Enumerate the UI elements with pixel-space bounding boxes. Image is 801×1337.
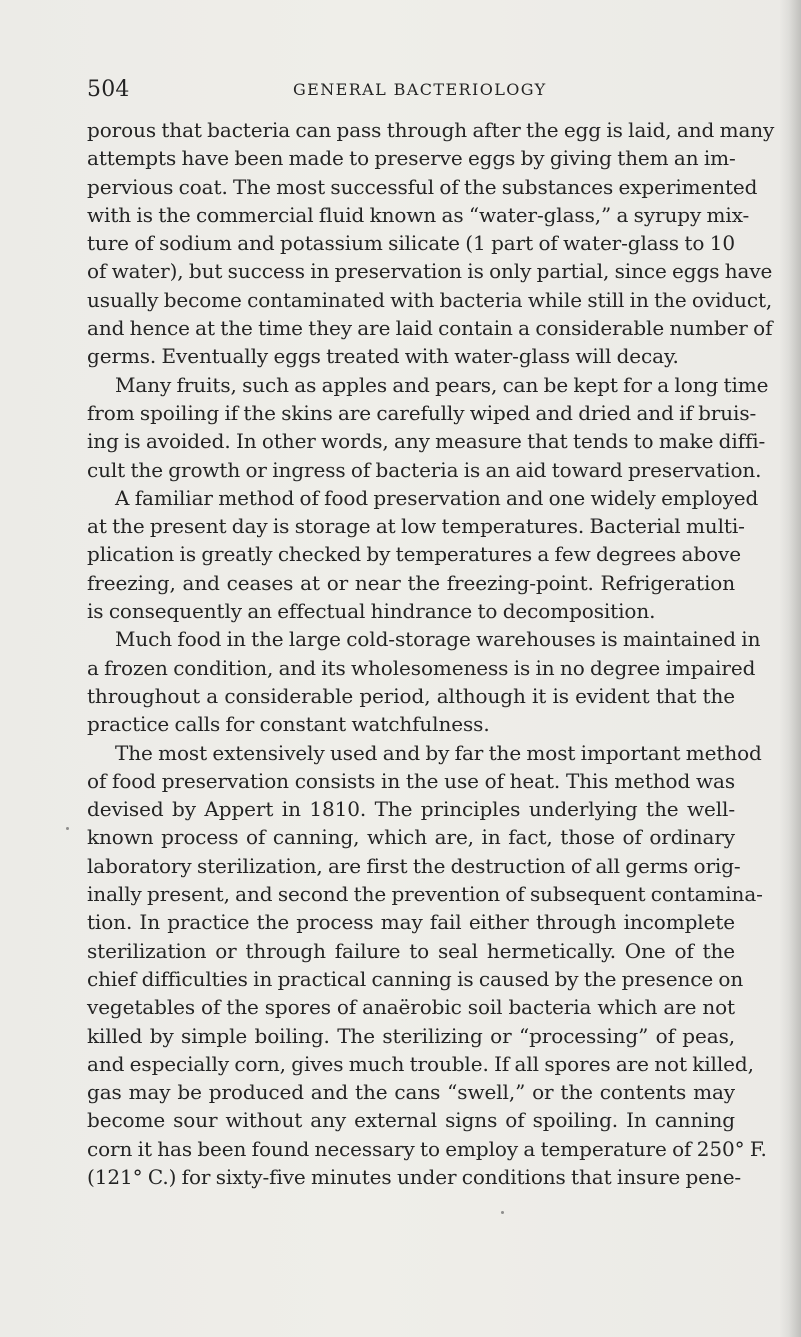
- text-line: with is the commercial fluid known as “water-glass,” a syrupy mix-: [87, 202, 750, 227]
- text-line: ture of sodium and potassium silicate (1 part of water-glass to 10: [87, 231, 735, 256]
- text-line: from spoiling if the skins are carefully wiped and dried and if bruis-: [87, 400, 757, 425]
- text-line: practice calls for constant watchfulness.: [87, 712, 490, 737]
- text-line: laboratory sterilization, are first the destruction of all germs orig-: [87, 853, 741, 878]
- print-speck: [66, 827, 69, 830]
- text-line: throughout a considerable period, although it is evident that the: [87, 683, 735, 708]
- print-speck: [501, 1211, 504, 1214]
- text-line: A familiar method of food preservation and one widely employed: [115, 485, 759, 510]
- page-number: 504: [87, 77, 130, 102]
- text-line: become sour without any external signs of spoiling. In canning: [87, 1108, 735, 1133]
- text-line: and hence at the time they are laid contain a considerable number of: [87, 316, 773, 341]
- text-line: inally present, and second the prevention of subsequent contamina-: [87, 882, 763, 907]
- text-line: freezing, and ceases at or near the freezing-point. Refrigeration: [87, 570, 735, 595]
- text-line: porous that bacteria can pass through after the egg is laid, and many: [87, 118, 775, 142]
- text-line: Many fruits, such as apples and pears, can be kept for a long time: [115, 372, 769, 397]
- body-text: [87, 116, 775, 1191]
- text-line: devised by Appert in 1810. The principles underlying the well-: [87, 797, 735, 822]
- text-line: a frozen condition, and its wholesomeness is in no degree impaired: [87, 655, 756, 680]
- text-line: is consequently an effectual hindrance to decomposition.: [87, 599, 656, 624]
- text-line: germs. Eventually eggs treated with water-glass will decay.: [87, 344, 679, 369]
- text-line: of food preservation consists in the use of heat. This method was: [87, 768, 735, 793]
- text-line: The most extensively used and by far the most important method: [115, 740, 762, 765]
- text-line: and especially corn, gives much trouble. If all spores are not killed,: [87, 1051, 754, 1076]
- text-line: attempts have been made to preserve eggs by giving them an im-: [87, 146, 736, 171]
- text-line: pervious coat. The most successful of the substances experimented: [87, 174, 758, 199]
- text-line: tion. In practice the process may fail either through incomplete: [87, 910, 735, 935]
- text-line: sterilization or through failure to seal hermetically. One of the: [87, 938, 735, 963]
- text-line: chief difficulties in practical canning is caused by the presence on: [87, 966, 744, 991]
- text-line: killed by simple boiling. The sterilizing or “processing” of peas,: [87, 1023, 735, 1048]
- text-line: vegetables of the spores of anaërobic soil bacteria which are not: [87, 995, 735, 1020]
- running-head: [87, 75, 747, 105]
- running-head-title: GENERAL BACTERIOLOGY: [293, 80, 547, 99]
- text-line: at the present day is storage at low temperatures. Bacterial multi-: [87, 514, 745, 539]
- text-line: cult the growth or ingress of bacteria is an aid toward preservation.: [87, 457, 762, 482]
- text-line: Much food in the large cold-storage warehouses is maintained in: [115, 627, 761, 652]
- text-line: known process of canning, which are, in fact, those of ordinary: [87, 825, 735, 850]
- page-edge-shadow: [779, 0, 801, 1337]
- text-line: usually become contaminated with bacteria while still in the oviduct,: [87, 287, 773, 312]
- text-line: corn it has been found necessary to employ a temperature of 250° F.: [87, 1136, 767, 1161]
- text-line: plication is greatly checked by temperatures a few degrees above: [87, 542, 741, 567]
- text-line: of water), but success in preservation is only partial, since eggs have: [87, 259, 773, 284]
- text-line: gas may be produced and the cans “swell,” or the contents may: [87, 1080, 735, 1105]
- text-line: ing is avoided. In other words, any measure that tends to make diffi-: [87, 429, 766, 454]
- text-line: (121° C.) for sixty-five minutes under conditions that insure pene-: [87, 1164, 742, 1189]
